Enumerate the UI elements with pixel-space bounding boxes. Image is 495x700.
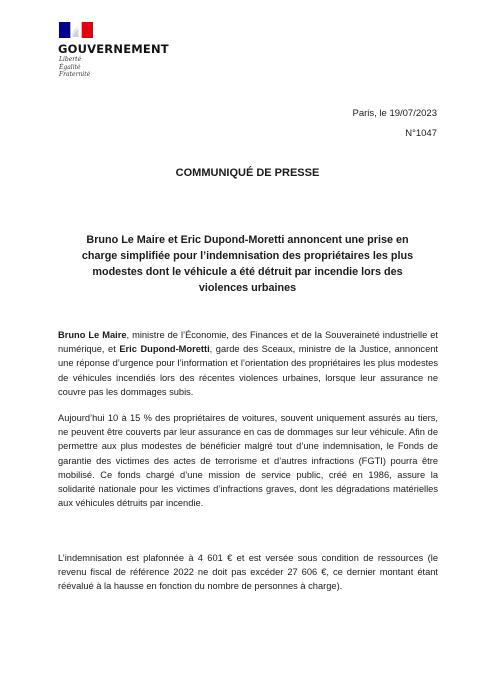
motto-egalite: Égalité: [59, 63, 81, 71]
dateline: Paris, le 19/07/2023: [352, 108, 437, 119]
document-type-title: COMMUNIQUÉ DE PRESSE: [175, 167, 320, 179]
paragraph-3: [58, 551, 438, 594]
name-dupond-moretti: Eric Dupond-Moretti: [119, 344, 210, 355]
logo-wordmark: GOUVERNEMENT: [58, 42, 169, 56]
name-le-maire: Bruno Le Maire: [58, 330, 127, 340]
paragraph-1-text-b: , garde des Sceaux, ministre de la Justice, annoncent une réponse d’urgence pour l’information et l’orientation des propriétaires les plus modestes de véhicules incendiés lors des récentes violences urbaines, lorsque leur assurance ne couvre pas les dommages subis.: [58, 344, 439, 397]
paragraph-1-text-a: , ministre de l’Économie, des Finances et de la Souveraineté industrielle et numérique, et: [58, 330, 438, 355]
motto-liberte: Liberté: [59, 56, 82, 63]
government-logo: [58, 22, 178, 79]
motto-fraternite: Fraternité: [59, 71, 91, 78]
marianne-flag-icon: [59, 22, 93, 38]
paragraph-1: [58, 328, 438, 399]
paragraph-2-text: Aujourd’hui 10 à 15 % des propriétaires de voitures, souvent uniquement assurés au tiers, ne peuvent être couverts par leur assurance en cas de dommages sur leur véhicule. Afin de permettre aux plus modestes de bénéficier malgré tout d’une indemnisation, le Fonds de garantie des victimes des actes de terrorisme et d’autres infractions (FGTI) pourra être mobilisé. Ce fonds chargé d’une mission de service public, créé en 1986, assure la solidarité nationale pour les victimes d’infractions graves, dont les dégradations matérielles aux véhicules détruits par incendie.: [58, 413, 438, 509]
paragraph-2: [58, 411, 438, 510]
release-number: N°1047: [405, 128, 437, 139]
headline: Bruno Le Maire et Eric Dupond-Moretti annoncent une prise en charge simplifiée pour l’indemnisation des propriétaires les plus modestes dont le véhicule a été détruit par incendie lors des violences urbaines: [81, 234, 414, 294]
paragraph-3-text: L’indemnisation est plafonnée à 4 601 € et est versée sous condition de ressources (le revenu fiscal de référence 2022 ne doit pas excéder 27 606 €, ce dernier montant étant réévalué à la hausse en fonction du nombre de personnes à charge).: [58, 553, 438, 592]
